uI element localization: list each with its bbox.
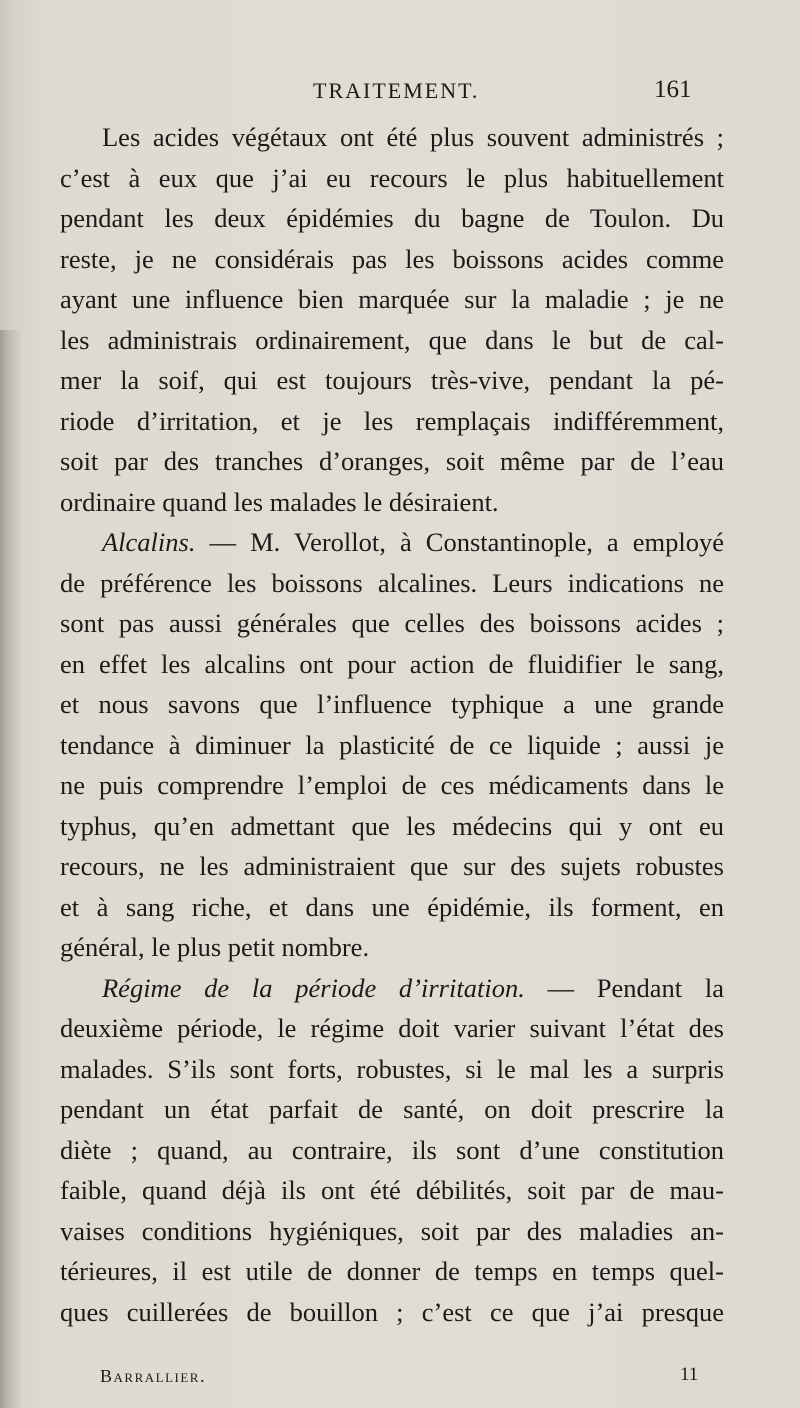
signature-number: 11 [680,1364,699,1385]
text-line: tendance à diminuer la plasticité de ce liquide ; aussi je [60,729,724,760]
text-line: de préférence les boissons alcalines. Leurs indications ne [60,567,724,598]
page-number: 161 [654,76,692,103]
text-line-rest: — M. Verollot, à Constantinople, a employé [209,527,724,557]
text-line-alcalins [60,522,724,563]
text-line: Les acides végétaux ont été plus souvent administrés ; [102,122,724,152]
signature-line [100,1366,720,1394]
text-line: faible, quand déjà ils ont été débilités, soit par de mau- [60,1175,724,1205]
text-line: pendant un état parfait de santé, on doit prescrire la [60,1094,724,1124]
text-line-rest: — Pendant la [547,972,725,1003]
text-line: malades. S’ils sont forts, robustes, si le mal les a surpris [60,1053,724,1084]
text-line: général, le plus petit nombre. [60,932,370,962]
text-line: riode d’irritation, et je les remplaçais indifféremment, [60,405,724,436]
text-line: en effet les alcalins ont pour action de fluidifier le sang, [60,648,724,679]
text-line: ne puis comprendre l’emploi de ces médicaments dans le [60,770,724,800]
text-line: sont pas aussi générales que celles des boissons acides ; [60,608,724,638]
text-line: soit par des tranches d’oranges, soit même par de l’eau [60,446,724,476]
running-title: TRAITEMENT. [313,78,480,103]
text-line: ordinaire quand les malades le désiraient. [60,486,499,517]
printer-signature: Barrallier. [100,1366,206,1386]
text-line: les administrais ordinairement, que dans le but de cal- [60,324,724,355]
text-line: c’est à eux que j’ai eu recours le plus habituellement [60,162,724,193]
heading-alcalins: Alcalins. [102,527,196,557]
text-line: recours, ne les administraient que sur des sujets robustes [60,851,724,881]
text-line-regime [60,968,724,1009]
body-text [60,117,724,1332]
text-line: typhus, qu’en admettant que les médecins qui y ont eu [60,810,724,841]
text-line: et nous savons que l’influence typhique a une grande [60,689,724,719]
text-line: vaises conditions hygiéniques, soit par des maladies an- [60,1215,724,1246]
text-line: pendant les deux épidémies du bagne de Toulon. Du [60,203,724,233]
binding-shadow [0,330,22,1408]
text-line: ques cuillerées de bouillon ; c’est ce que j’ai presque [60,1296,724,1327]
text-line: ayant une influence bien marquée sur la maladie ; je ne [60,284,724,314]
text-line: diète ; quand, au contraire, ils sont d’une constitution [60,1134,724,1165]
text-line: térieures, il est utile de donner de temps en temps quel- [60,1256,724,1286]
text-line: reste, je ne considérais pas les boissons acides comme [60,243,724,274]
text-line: et à sang riche, et dans une épidémie, ils forment, en [60,891,724,922]
text-line: deuxième période, le régime doit varier suivant l’état des [60,1013,724,1043]
running-head [60,78,720,118]
heading-regime: Régime de la période d’irritation. [102,972,525,1003]
text-line: mer la soif, qui est toujours très-vive, pendant la pé- [60,365,724,395]
